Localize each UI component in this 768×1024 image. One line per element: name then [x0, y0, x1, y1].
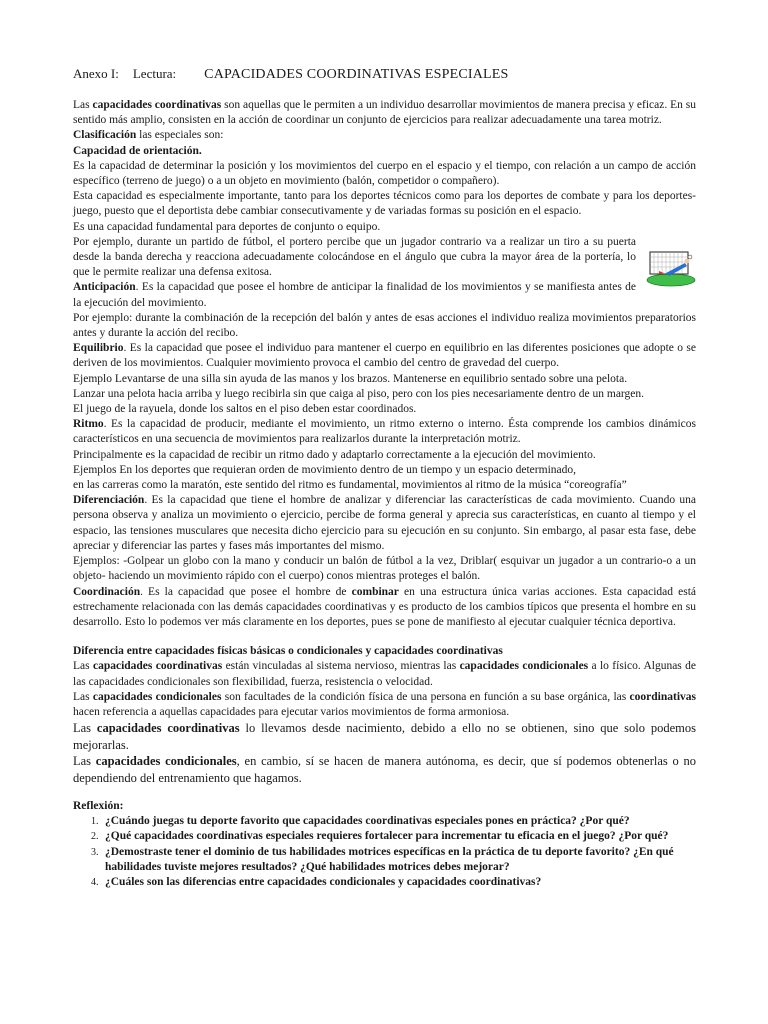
orientacion-paragraph-2: Esta capacidad es especialmente importante, tanto para los deportes técnicos como para los deportes de combate y para los deportes-juego, puesto que el deportista debe cambiar consecutivamente y de variadas formas su posición en el espacio. — [73, 190, 696, 218]
orientacion-paragraph-3: Es una capacidad fundamental para deportes de conjunto o equipo. — [73, 220, 381, 233]
equilibrio-paragraph: Equilibrio. Es la capacidad que posee el individuo para mantener el cuerpo en equilibrio en las diferentes posiciones que adopte o se deriven de los movimientos. Cualquier movimiento provoca el cambio del centro de gravedad del cuerpo. — [73, 342, 696, 370]
diferencia-paragraph-3: Las capacidades coordinativas lo llevamos desde nacimiento, debido a ello no se obtienen, sino que solo podemos mejorarlas. — [73, 721, 696, 752]
equilibrio-example-2: Lanzar una pelota hacia arriba y luego recibirla sin que caiga al piso, pero con los pies necesariamente dentro de un margen. — [73, 387, 645, 400]
document-header — [73, 66, 696, 83]
anticipacion-example: Por ejemplo: durante la combinación de la recepción del balón y antes de esas acciones el individuo realiza movimientos preparatorios antes y durante la acción del recibo. — [73, 311, 696, 340]
reflexion-question: 4. ¿Cuáles son las diferencias entre capacidades condicionales y capacidades coordinativas? — [101, 875, 696, 890]
reflexion-question: 1. ¿Cuándo juegas tu deporte favorito que capacidades coordinativas especiales pones en práctica? ¿Por qué? — [101, 814, 696, 829]
anticipacion-paragraph: Anticipación. Es la capacidad que posee el hombre de anticipar la finalidad de los movimientos y se manifiesta antes de la ejecución del movimiento. — [73, 281, 636, 309]
reflexion-question: 3. ¿Demostraste tener el dominio de tus habilidades motrices específicas en la práctica de tu deporte favorito? ¿En qué habilidades tuviste mejores resultados? ¿Qué habilidades motrices debes mejorar? — [101, 845, 696, 875]
diferenciacion-paragraph: Diferenciación. Es la capacidad que tiene el hombre de analizar y diferenciar las características de cada movimiento. Cuando una persona observa y analiza un movimiento o ejercicio, percibe de forma general y aprecia sus características, en cuanto al tiempo y el espacio, las tensiones musculares que necesita dicho ejercicio para su ejecución en su conjunto. Sin embargo, al pasar esta fase, debe apreciar y diferenciar las partes y fases más importantes del mismo. — [73, 494, 696, 552]
diferencia-paragraph-1: Las capacidades coordinativas están vinculadas al sistema nervioso, mientras las capacidades condicionales a lo físico. Algunas de las capacidades condicionales son flexibilidad, fuerza, resistencia o velocidad. — [73, 660, 696, 688]
diferencia-heading: Diferencia entre capacidades físicas básicas o condicionales y capacidades coordinativas — [73, 645, 503, 658]
orientacion-paragraph-4: Por ejemplo, durante un partido de fútbol, el portero percibe que un jugador contrario va a realizar un tiro a su puerta desde la banda derecha y reacciona adecuadamente colocándose en el ángulo que cubra la mayor área de la portería, lo que le permite realizar una defensa exitosa. — [73, 235, 636, 279]
anexo-label: Anexo I: — [73, 66, 119, 81]
equilibrio-example-1: Ejemplo Levantarse de una silla sin ayuda de las manos y los brazos. Mantenerse en equilibrio sentado sobre una pelota. — [73, 372, 628, 385]
reflexion-questions — [73, 814, 696, 890]
ritmo-example-2: en las carreras como la maratón, este sentido del ritmo es fundamental, movimientos al ritmo de la música “coreografía” — [73, 479, 627, 492]
lectura-label: Lectura: — [132, 66, 177, 81]
reflexion-question: 2. ¿Qué capacidades coordinativas especiales requieres fortalecer para incrementar tu eficacia en el juego? ¿Por qué? — [101, 829, 696, 844]
intro-paragraph: Las capacidades coordinativas son aquellas que le permiten a un individuo desarrollar movimientos de manera precisa y eficaz. En su sentido más amplio, consisten en la acción de coordinar un conjunto de ejercicios para realizar adecuadamente una tarea motriz. — [73, 99, 696, 127]
orientacion-heading: Capacidad de orientación. — [73, 144, 202, 157]
diferencia-paragraph-2: Las capacidades condicionales son facultades de la condición física de una persona en función a su base orgánica, las coordinativas hacen referencia a aquellas capacidades para ejecutar varios movimientos de forma armoniosa. — [73, 690, 696, 718]
ritmo-paragraph-2: Principalmente es la capacidad de recibir un ritmo dado y adaptarlo correctamente a la ejecución del movimiento. — [73, 448, 596, 461]
reflexion-title: Reflexión: — [73, 800, 124, 813]
ritmo-example-1: Ejemplos En los deportes que requieran orden de movimiento dentro de un tiempo y un espacio determinado, — [73, 463, 576, 476]
orientacion-paragraph-1: Es la capacidad de determinar la posición y los movimientos del cuerpo en el espacio y el tiempo, con relación a un campo de acción específico (terreno de juego) o a un objeto en movimiento (balón, competidor o compañero). — [73, 159, 696, 188]
ritmo-paragraph: Ritmo. Es la capacidad de producir, mediante el movimiento, un ritmo externo o interno. Ésta comprende los cambios dinámicos característicos en una secuencia de movimientos para realizarlos durante la interpretación motriz. — [73, 418, 696, 446]
coordinacion-paragraph: Coordinación. Es la capacidad que posee el hombre de combinar en una estructura única varias acciones. Esta capacidad está estrechamente relacionada con las demás capacidades coordinativas y es producto de los cambios típicos que presenta el hombre en su desarrollo. Esto lo podemos ver más claramente en los deportes, pues se pone de manifiesto al ejecutar cualquier técnica deportiva. — [73, 585, 697, 628]
equilibrio-example-3: El juego de la rayuela, donde los saltos en el piso deben estar coordinados. — [73, 403, 417, 416]
clasificacion-line: Clasificación las especiales son: — [73, 129, 224, 142]
document-title: CAPACIDADES COORDINATIVAS ESPECIALES — [204, 67, 509, 82]
diferencia-paragraph-4: Las capacidades condicionales, en cambio, sí se hacen de manera autónoma, es decir, que sí podemos obtenerlas o no dependiendo del entrenamiento que hagamos. — [73, 754, 696, 785]
diferenciacion-example: Ejemplos: -Golpear un globo con la mano y conducir un balón de fútbol a la vez, Driblar( esquivar un jugador a un contrario-o a un objeto- haciendo un movimiento rápido con el cuerpo) conos mientras proteges el balón. — [73, 555, 696, 583]
goalkeeper-illustration — [646, 247, 696, 287]
